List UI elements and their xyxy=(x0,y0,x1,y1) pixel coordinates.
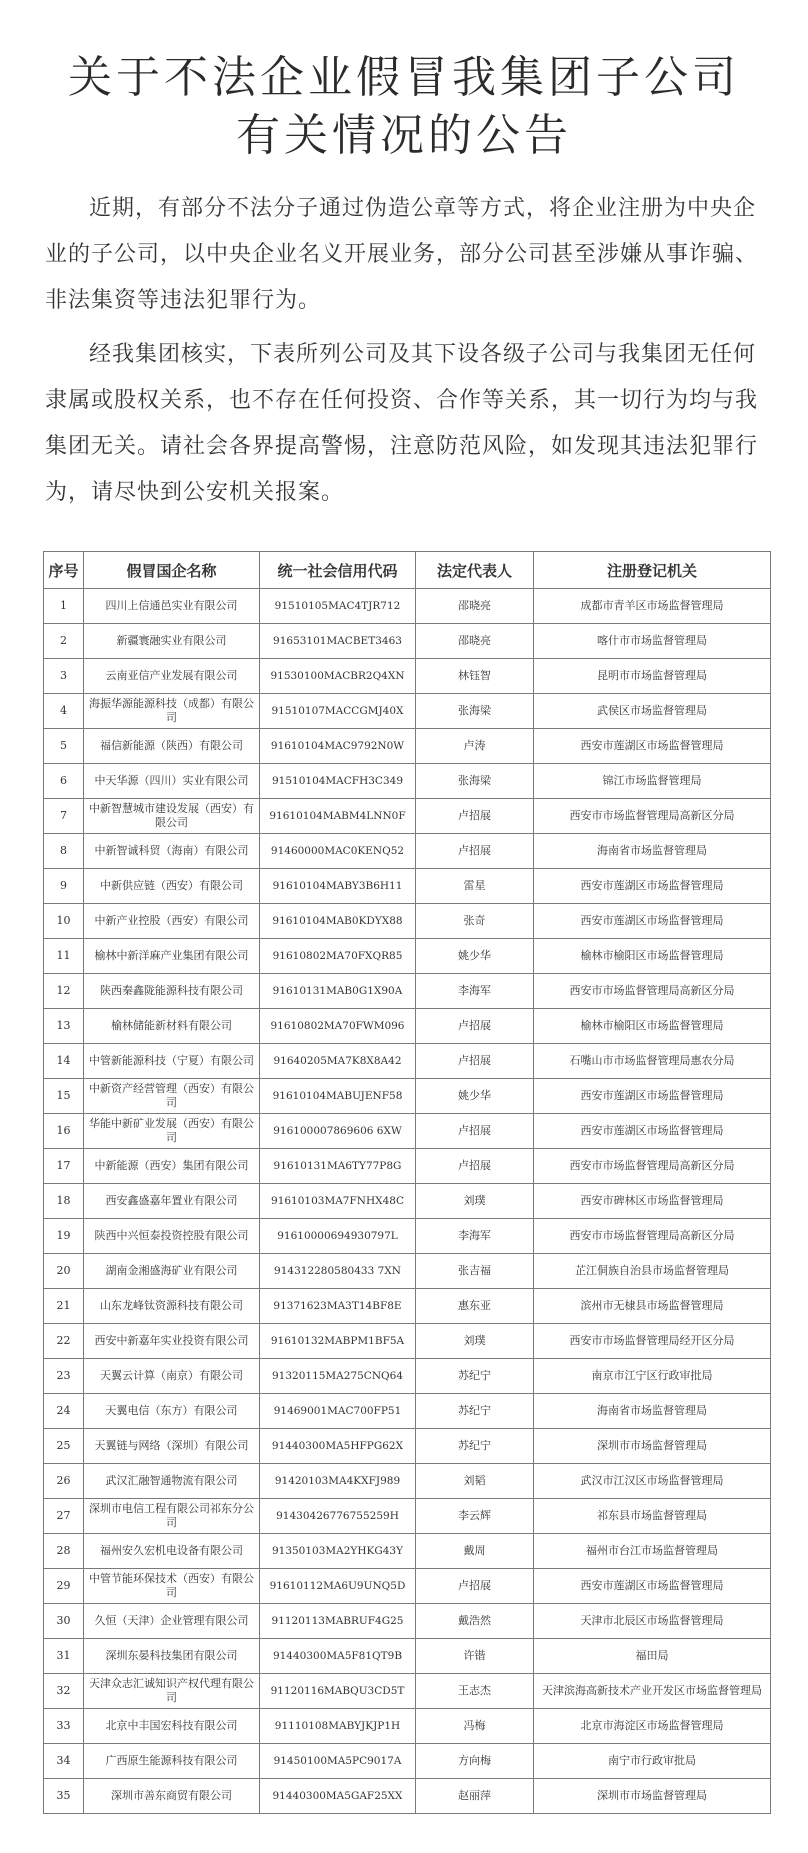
credit-code: 91450100MA5PC9017A xyxy=(260,1744,416,1779)
legal-representative: 张吉福 xyxy=(416,1254,534,1289)
credit-code: 91610104MABM4LNN0F xyxy=(260,799,416,834)
legal-representative: 卢招展 xyxy=(416,799,534,834)
credit-code: 91420103MA4KXFJ989 xyxy=(260,1464,416,1499)
registration-authority: 北京市海淀区市场监督管理局 xyxy=(534,1709,771,1744)
table-row xyxy=(44,1079,771,1114)
company-name: 深圳市善东商贸有限公司 xyxy=(84,1779,260,1814)
credit-code: 914312280580433 7XN xyxy=(260,1254,416,1289)
row-index: 9 xyxy=(44,869,84,904)
table-row xyxy=(44,1779,771,1814)
registration-authority: 深圳市市场监督管理局 xyxy=(534,1779,771,1814)
registration-authority: 福州市台江市场监督管理局 xyxy=(534,1534,771,1569)
legal-representative: 邵晓亮 xyxy=(416,624,534,659)
company-name: 武汉汇融智通物流有限公司 xyxy=(84,1464,260,1499)
table-row xyxy=(44,1324,771,1359)
table-header-row xyxy=(44,552,771,589)
company-name: 中新智慧城市建设发展（西安）有限公司 xyxy=(84,799,260,834)
legal-representative: 张海梁 xyxy=(416,694,534,729)
company-name: 中管节能环保技术（西安）有限公司 xyxy=(84,1569,260,1604)
table-row xyxy=(44,1639,771,1674)
company-name: 福信新能源（陕西）有限公司 xyxy=(84,729,260,764)
credit-code: 91610131MAB0G1X90A xyxy=(260,974,416,1009)
table-row xyxy=(44,1499,771,1534)
header-credit-code: 统一社会信用代码 xyxy=(260,552,416,589)
row-index: 5 xyxy=(44,729,84,764)
table-row xyxy=(44,1604,771,1639)
registration-authority: 西安市市场监督管理局高新区分局 xyxy=(534,1149,771,1184)
row-index: 13 xyxy=(44,1009,84,1044)
company-name: 天翼链与网络（深圳）有限公司 xyxy=(84,1429,260,1464)
credit-code: 91440300MA5GAF25XX xyxy=(260,1779,416,1814)
table-row xyxy=(44,694,771,729)
header-company-name: 假冒国企名称 xyxy=(84,552,260,589)
table-row xyxy=(44,939,771,974)
row-index: 32 xyxy=(44,1674,84,1709)
row-index: 24 xyxy=(44,1394,84,1429)
legal-representative: 卢招展 xyxy=(416,1149,534,1184)
legal-representative: 李海军 xyxy=(416,1219,534,1254)
row-index: 12 xyxy=(44,974,84,1009)
table-body xyxy=(44,589,771,1814)
row-index: 2 xyxy=(44,624,84,659)
legal-representative: 雷星 xyxy=(416,869,534,904)
credit-code: 91371623MA3T14BF8E xyxy=(260,1289,416,1324)
row-index: 23 xyxy=(44,1359,84,1394)
legal-representative: 卢涛 xyxy=(416,729,534,764)
credit-code: 916100007869606 6XW xyxy=(260,1114,416,1149)
row-index: 15 xyxy=(44,1079,84,1114)
legal-representative: 方向梅 xyxy=(416,1744,534,1779)
company-name: 榆林中新洋麻产业集团有限公司 xyxy=(84,939,260,974)
legal-representative: 戴周 xyxy=(416,1534,534,1569)
registration-authority: 福田局 xyxy=(534,1639,771,1674)
credit-code: 91610131MA6TY77P8G xyxy=(260,1149,416,1184)
credit-code: 91653101MACBET3463 xyxy=(260,624,416,659)
table-row xyxy=(44,1709,771,1744)
table-row xyxy=(44,1429,771,1464)
registration-authority: 西安市市场监督管理局高新区分局 xyxy=(534,799,771,834)
legal-representative: 戴浩然 xyxy=(416,1604,534,1639)
credit-code: 91510105MAC4TJR712 xyxy=(260,589,416,624)
credit-code: 91440300MA5HFPG62X xyxy=(260,1429,416,1464)
company-name: 深圳市电信工程有限公司祁东分公司 xyxy=(84,1499,260,1534)
table-row xyxy=(44,1674,771,1709)
page-title-line-1: 关于不法企业假冒我集团子公司 xyxy=(68,52,740,103)
row-index: 3 xyxy=(44,659,84,694)
company-name: 中新智诚科贸（海南）有限公司 xyxy=(84,834,260,869)
credit-code: 91530100MACBR2Q4XN xyxy=(260,659,416,694)
credit-code: 91610802MA70FWM096 xyxy=(260,1009,416,1044)
company-name: 陕西秦鑫陇能源科技有限公司 xyxy=(84,974,260,1009)
registration-authority: 南宁市行政审批局 xyxy=(534,1744,771,1779)
table-row xyxy=(44,1149,771,1184)
registration-authority: 武侯区市场监督管理局 xyxy=(534,694,771,729)
company-name: 广西原生能源科技有限公司 xyxy=(84,1744,260,1779)
row-index: 28 xyxy=(44,1534,84,1569)
row-index: 16 xyxy=(44,1114,84,1149)
registration-authority: 西安市市场监督管理局高新区分局 xyxy=(534,1219,771,1254)
company-name: 新疆寰融实业有限公司 xyxy=(84,624,260,659)
table-row xyxy=(44,1254,771,1289)
company-name: 西安鑫盛嘉年置业有限公司 xyxy=(84,1184,260,1219)
company-name: 久恒（天津）企业管理有限公司 xyxy=(84,1604,260,1639)
row-index: 27 xyxy=(44,1499,84,1534)
table-row xyxy=(44,729,771,764)
registration-authority: 榆林市榆阳区市场监督管理局 xyxy=(534,939,771,974)
registration-authority: 锦江市场监督管理局 xyxy=(534,764,771,799)
registration-authority: 西安市莲湖区市场监督管理局 xyxy=(534,1079,771,1114)
legal-representative: 卢招展 xyxy=(416,1009,534,1044)
legal-representative: 卢招展 xyxy=(416,1114,534,1149)
table-row xyxy=(44,1394,771,1429)
company-name: 四川上信通邑实业有限公司 xyxy=(84,589,260,624)
row-index: 25 xyxy=(44,1429,84,1464)
registration-authority: 海南省市场监督管理局 xyxy=(534,834,771,869)
legal-representative: 卢招展 xyxy=(416,1044,534,1079)
paragraph-verification: 经我集团核实，下表所列公司及其下设各级子公司与我集团无任何隶属或股权关系，也不存在任何投资、合作等关系，其一切行为均与我集团无关。请社会各界提高警惕，注意防范风险，如发现其违法犯罪行为，请尽快到公安机关报案。 xyxy=(45,342,759,505)
credit-code: 91610104MABY3B6H11 xyxy=(260,869,416,904)
header-index: 序号 xyxy=(44,552,84,589)
registration-authority: 海南省市场监督管理局 xyxy=(534,1394,771,1429)
credit-code: 91610802MA70FXQR85 xyxy=(260,939,416,974)
credit-code: 91610132MABPM1BF5A xyxy=(260,1324,416,1359)
registration-authority: 祁东县市场监督管理局 xyxy=(534,1499,771,1534)
credit-code: 91640205MA7K8X8A42 xyxy=(260,1044,416,1079)
table-row xyxy=(44,1009,771,1044)
row-index: 8 xyxy=(44,834,84,869)
registration-authority: 石嘴山市市场监督管理局惠农分局 xyxy=(534,1044,771,1079)
legal-representative: 张奇 xyxy=(416,904,534,939)
registration-authority: 西安市市场监督管理局高新区分局 xyxy=(534,974,771,1009)
legal-representative: 刘璞 xyxy=(416,1324,534,1359)
company-name: 深圳东晏科技集团有限公司 xyxy=(84,1639,260,1674)
row-index: 33 xyxy=(44,1709,84,1744)
credit-code: 91350103MA2YHKG43Y xyxy=(260,1534,416,1569)
header-registration-authority: 注册登记机关 xyxy=(534,552,771,589)
legal-representative: 苏纪宁 xyxy=(416,1394,534,1429)
counterfeit-companies-table xyxy=(43,551,771,1814)
credit-code: 91610104MABUJENF58 xyxy=(260,1079,416,1114)
registration-authority: 西安市碑林区市场监督管理局 xyxy=(534,1184,771,1219)
company-name: 中管新能源科技（宁夏）有限公司 xyxy=(84,1044,260,1079)
credit-code: 91610000694930797L xyxy=(260,1219,416,1254)
legal-representative: 林钰智 xyxy=(416,659,534,694)
credit-code: 91469001MAC700FP51 xyxy=(260,1394,416,1429)
company-name: 山东龙峰钛资源科技有限公司 xyxy=(84,1289,260,1324)
registration-authority: 成都市青羊区市场监督管理局 xyxy=(534,589,771,624)
table-row xyxy=(44,1184,771,1219)
row-index: 20 xyxy=(44,1254,84,1289)
credit-code: 91610112MA6U9UNQ5D xyxy=(260,1569,416,1604)
legal-representative: 苏纪宁 xyxy=(416,1429,534,1464)
legal-representative: 姚少华 xyxy=(416,939,534,974)
registration-authority: 天津滨海高新技术产业开发区市场监督管理局 xyxy=(534,1674,771,1709)
company-name: 中天华源（四川）实业有限公司 xyxy=(84,764,260,799)
credit-code: 91610104MAB0KDYX88 xyxy=(260,904,416,939)
table-row xyxy=(44,1219,771,1254)
legal-representative: 卢招展 xyxy=(416,1569,534,1604)
row-index: 14 xyxy=(44,1044,84,1079)
row-index: 1 xyxy=(44,589,84,624)
row-index: 11 xyxy=(44,939,84,974)
legal-representative: 卢招展 xyxy=(416,834,534,869)
row-index: 21 xyxy=(44,1289,84,1324)
row-index: 30 xyxy=(44,1604,84,1639)
company-name: 榆林储能新材料有限公司 xyxy=(84,1009,260,1044)
header-legal-representative: 法定代表人 xyxy=(416,552,534,589)
registration-authority: 西安市莲湖区市场监督管理局 xyxy=(534,1114,771,1149)
legal-representative: 邵晓亮 xyxy=(416,589,534,624)
company-name: 陕西中兴恒泰投资控股有限公司 xyxy=(84,1219,260,1254)
table-row xyxy=(44,1114,771,1149)
company-name: 中新产业控股（西安）有限公司 xyxy=(84,904,260,939)
table-row xyxy=(44,624,771,659)
registration-authority: 西安市市场监督管理局经开区分局 xyxy=(534,1324,771,1359)
table-row xyxy=(44,974,771,1009)
company-name: 中新能源（西安）集团有限公司 xyxy=(84,1149,260,1184)
company-name: 华能中新矿业发展（西安）有限公司 xyxy=(84,1114,260,1149)
company-name: 天津众志汇诚知识产权代理有限公司 xyxy=(84,1674,260,1709)
row-index: 26 xyxy=(44,1464,84,1499)
row-index: 10 xyxy=(44,904,84,939)
credit-code: 91460000MAC0KENQ52 xyxy=(260,834,416,869)
row-index: 18 xyxy=(44,1184,84,1219)
company-name: 湖南金湘盛海矿业有限公司 xyxy=(84,1254,260,1289)
registration-authority: 深圳市市场监督管理局 xyxy=(534,1429,771,1464)
registration-authority: 昆明市市场监督管理局 xyxy=(534,659,771,694)
credit-code: 91110108MABYJKJP1H xyxy=(260,1709,416,1744)
registration-authority: 芷江侗族自治县市场监督管理局 xyxy=(534,1254,771,1289)
table-row xyxy=(44,1534,771,1569)
table-row xyxy=(44,1359,771,1394)
legal-representative: 苏纪宁 xyxy=(416,1359,534,1394)
table-row xyxy=(44,1744,771,1779)
row-index: 19 xyxy=(44,1219,84,1254)
legal-representative: 刘韬 xyxy=(416,1464,534,1499)
legal-representative: 许锴 xyxy=(416,1639,534,1674)
credit-code: 91510107MACCGMJ40X xyxy=(260,694,416,729)
legal-representative: 赵丽萍 xyxy=(416,1779,534,1814)
legal-representative: 王志杰 xyxy=(416,1674,534,1709)
legal-representative: 李海军 xyxy=(416,974,534,1009)
registration-authority: 天津市北辰区市场监督管理局 xyxy=(534,1604,771,1639)
registration-authority: 喀什市市场监督管理局 xyxy=(534,624,771,659)
table-row xyxy=(44,1289,771,1324)
company-name: 福州安久宏机电设备有限公司 xyxy=(84,1534,260,1569)
company-name: 天翼电信（东方）有限公司 xyxy=(84,1394,260,1429)
table-row xyxy=(44,589,771,624)
legal-representative: 惠东亚 xyxy=(416,1289,534,1324)
table-row xyxy=(44,834,771,869)
table-row xyxy=(44,1569,771,1604)
company-name: 北京中丰国宏科技有限公司 xyxy=(84,1709,260,1744)
registration-authority: 西安市莲湖区市场监督管理局 xyxy=(534,869,771,904)
registration-authority: 西安市莲湖区市场监督管理局 xyxy=(534,729,771,764)
row-index: 35 xyxy=(44,1779,84,1814)
paragraph-intro: 近期，有部分不法分子通过伪造公章等方式，将企业注册为中央企业的子公司，以中央企业名义开展业务，部分公司甚至涉嫌从事诈骗、非法集资等违法犯罪行为。 xyxy=(45,196,759,313)
company-name: 云南亚信产业发展有限公司 xyxy=(84,659,260,694)
credit-code: 91510104MACFH3C349 xyxy=(260,764,416,799)
credit-code: 91440300MA5F81QT9B xyxy=(260,1639,416,1674)
page-title-line-2: 有关情况的公告 xyxy=(236,110,572,161)
row-index: 31 xyxy=(44,1639,84,1674)
row-index: 34 xyxy=(44,1744,84,1779)
row-index: 6 xyxy=(44,764,84,799)
registration-authority: 榆林市榆阳区市场监督管理局 xyxy=(534,1009,771,1044)
legal-representative: 刘璞 xyxy=(416,1184,534,1219)
legal-representative: 李云辉 xyxy=(416,1499,534,1534)
registration-authority: 南京市江宁区行政审批局 xyxy=(534,1359,771,1394)
registration-authority: 西安市莲湖区市场监督管理局 xyxy=(534,1569,771,1604)
row-index: 22 xyxy=(44,1324,84,1359)
legal-representative: 冯梅 xyxy=(416,1709,534,1744)
row-index: 29 xyxy=(44,1569,84,1604)
registration-authority: 武汉市江汉区市场监督管理局 xyxy=(534,1464,771,1499)
table-row xyxy=(44,1044,771,1079)
row-index: 4 xyxy=(44,694,84,729)
credit-code: 91610103MA7FNHX48C xyxy=(260,1184,416,1219)
registration-authority: 滨州市无棣县市场监督管理局 xyxy=(534,1289,771,1324)
table-row xyxy=(44,869,771,904)
company-name: 中新供应链（西安）有限公司 xyxy=(84,869,260,904)
legal-representative: 姚少华 xyxy=(416,1079,534,1114)
row-index: 7 xyxy=(44,799,84,834)
table-row xyxy=(44,904,771,939)
credit-code: 91120116MABQU3CD5T xyxy=(260,1674,416,1709)
credit-code: 91430426776755259H xyxy=(260,1499,416,1534)
company-name: 天翼云计算（南京）有限公司 xyxy=(84,1359,260,1394)
company-name: 西安中新嘉年实业投资有限公司 xyxy=(84,1324,260,1359)
legal-representative: 张海梁 xyxy=(416,764,534,799)
table-row xyxy=(44,799,771,834)
table-row xyxy=(44,1464,771,1499)
credit-code: 91610104MAC9792N0W xyxy=(260,729,416,764)
registration-authority: 西安市莲湖区市场监督管理局 xyxy=(534,904,771,939)
table-row xyxy=(44,659,771,694)
credit-code: 91120113MABRUF4G25 xyxy=(260,1604,416,1639)
row-index: 17 xyxy=(44,1149,84,1184)
credit-code: 91320115MA275CNQ64 xyxy=(260,1359,416,1394)
company-name: 中新资产经营管理（西安）有限公司 xyxy=(84,1079,260,1114)
company-name: 海振华源能源科技（成都）有限公司 xyxy=(84,694,260,729)
table-row xyxy=(44,764,771,799)
